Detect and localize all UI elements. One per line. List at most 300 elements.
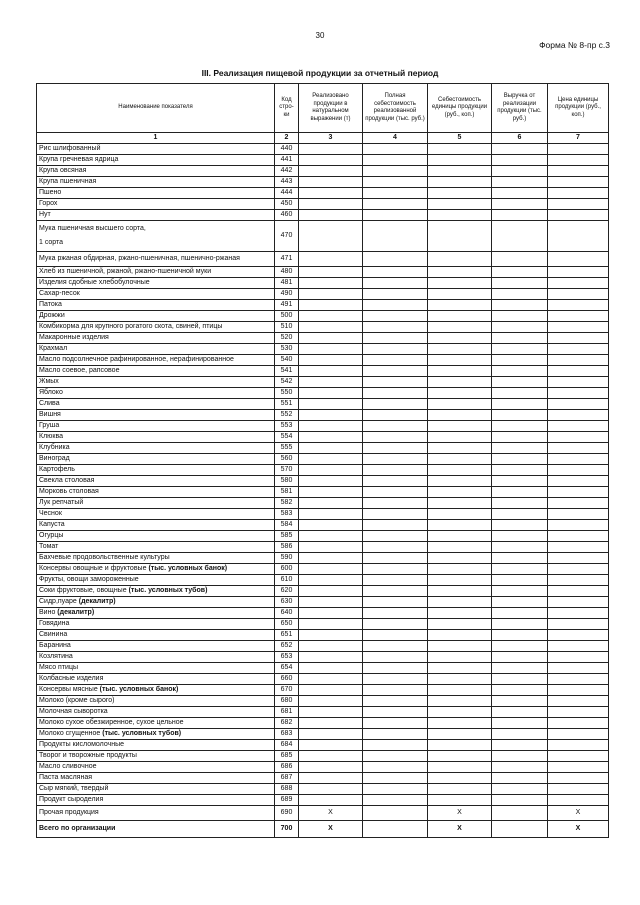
value-cell[interactable]	[548, 740, 609, 751]
value-cell[interactable]	[492, 751, 548, 762]
value-cell[interactable]	[492, 586, 548, 597]
value-cell[interactable]	[492, 663, 548, 674]
value-cell[interactable]	[492, 300, 548, 311]
value-cell[interactable]	[492, 252, 548, 267]
value-cell[interactable]	[492, 509, 548, 520]
value-cell[interactable]	[428, 410, 492, 421]
value-cell[interactable]	[299, 762, 363, 773]
value-cell[interactable]	[548, 322, 609, 333]
value-cell[interactable]	[299, 421, 363, 432]
value-cell[interactable]	[492, 344, 548, 355]
value-cell[interactable]	[428, 553, 492, 564]
value-cell[interactable]	[548, 531, 609, 542]
value-cell[interactable]	[492, 377, 548, 388]
value-cell[interactable]	[299, 564, 363, 575]
value-cell[interactable]	[548, 210, 609, 221]
value-cell[interactable]	[428, 421, 492, 432]
value-cell[interactable]	[363, 155, 428, 166]
value-cell[interactable]	[299, 751, 363, 762]
value-cell[interactable]	[299, 377, 363, 388]
value-cell[interactable]	[548, 311, 609, 322]
value-cell[interactable]	[492, 498, 548, 509]
value-cell[interactable]	[548, 751, 609, 762]
value-cell[interactable]	[492, 729, 548, 740]
value-cell[interactable]	[299, 520, 363, 531]
value-cell[interactable]	[492, 311, 548, 322]
value-cell[interactable]	[299, 344, 363, 355]
value-cell[interactable]	[299, 663, 363, 674]
value-cell[interactable]	[428, 155, 492, 166]
value-cell[interactable]	[428, 166, 492, 177]
value-cell[interactable]	[492, 674, 548, 685]
value-cell[interactable]	[428, 663, 492, 674]
value-cell[interactable]	[492, 144, 548, 155]
value-cell[interactable]	[492, 421, 548, 432]
value-cell[interactable]	[492, 188, 548, 199]
value-cell[interactable]	[428, 773, 492, 784]
value-cell[interactable]	[363, 144, 428, 155]
value-cell[interactable]	[548, 542, 609, 553]
value-cell[interactable]: X	[548, 806, 609, 821]
value-cell[interactable]	[299, 311, 363, 322]
value-cell[interactable]	[299, 773, 363, 784]
value-cell[interactable]	[363, 575, 428, 586]
value-cell[interactable]	[363, 509, 428, 520]
value-cell[interactable]	[363, 443, 428, 454]
value-cell[interactable]	[492, 520, 548, 531]
value-cell[interactable]	[428, 311, 492, 322]
value-cell[interactable]	[548, 476, 609, 487]
value-cell[interactable]	[428, 674, 492, 685]
value-cell[interactable]	[428, 333, 492, 344]
value-cell[interactable]	[548, 608, 609, 619]
value-cell[interactable]	[363, 821, 428, 838]
value-cell[interactable]	[299, 210, 363, 221]
value-cell[interactable]	[428, 762, 492, 773]
value-cell[interactable]	[363, 278, 428, 289]
value-cell[interactable]	[299, 531, 363, 542]
value-cell[interactable]	[299, 465, 363, 476]
value-cell[interactable]	[548, 421, 609, 432]
value-cell[interactable]	[548, 707, 609, 718]
value-cell[interactable]	[363, 520, 428, 531]
value-cell[interactable]	[363, 564, 428, 575]
value-cell[interactable]	[299, 355, 363, 366]
value-cell[interactable]	[299, 410, 363, 421]
value-cell[interactable]	[428, 575, 492, 586]
value-cell[interactable]	[363, 553, 428, 564]
value-cell[interactable]	[428, 278, 492, 289]
value-cell[interactable]	[363, 630, 428, 641]
value-cell[interactable]	[548, 597, 609, 608]
value-cell[interactable]	[492, 795, 548, 806]
value-cell[interactable]	[548, 443, 609, 454]
value-cell[interactable]	[492, 432, 548, 443]
value-cell[interactable]	[428, 729, 492, 740]
value-cell[interactable]	[548, 586, 609, 597]
value-cell[interactable]	[363, 740, 428, 751]
value-cell[interactable]	[299, 333, 363, 344]
value-cell[interactable]	[492, 443, 548, 454]
value-cell[interactable]	[363, 718, 428, 729]
value-cell[interactable]	[428, 388, 492, 399]
value-cell[interactable]	[299, 443, 363, 454]
value-cell[interactable]	[492, 454, 548, 465]
value-cell[interactable]	[428, 267, 492, 278]
value-cell[interactable]	[363, 454, 428, 465]
value-cell[interactable]	[492, 166, 548, 177]
value-cell[interactable]	[299, 487, 363, 498]
value-cell[interactable]	[492, 630, 548, 641]
value-cell[interactable]	[363, 377, 428, 388]
value-cell[interactable]	[363, 641, 428, 652]
value-cell[interactable]	[492, 487, 548, 498]
value-cell[interactable]	[492, 762, 548, 773]
value-cell[interactable]	[428, 652, 492, 663]
value-cell[interactable]	[299, 784, 363, 795]
value-cell[interactable]	[299, 608, 363, 619]
value-cell[interactable]	[299, 575, 363, 586]
value-cell[interactable]	[299, 652, 363, 663]
value-cell[interactable]	[363, 542, 428, 553]
value-cell[interactable]	[428, 210, 492, 221]
value-cell[interactable]	[548, 144, 609, 155]
value-cell[interactable]	[428, 355, 492, 366]
value-cell[interactable]	[363, 199, 428, 210]
value-cell[interactable]	[428, 586, 492, 597]
value-cell[interactable]	[363, 487, 428, 498]
value-cell[interactable]	[428, 509, 492, 520]
value-cell[interactable]	[363, 531, 428, 542]
value-cell[interactable]	[299, 388, 363, 399]
value-cell[interactable]	[299, 729, 363, 740]
value-cell[interactable]	[428, 531, 492, 542]
value-cell[interactable]	[428, 564, 492, 575]
value-cell[interactable]	[548, 795, 609, 806]
value-cell[interactable]	[492, 641, 548, 652]
value-cell[interactable]	[492, 333, 548, 344]
value-cell[interactable]	[548, 252, 609, 267]
value-cell[interactable]	[428, 520, 492, 531]
value-cell[interactable]	[428, 476, 492, 487]
value-cell[interactable]	[548, 509, 609, 520]
value-cell[interactable]	[492, 542, 548, 553]
value-cell[interactable]	[492, 652, 548, 663]
value-cell[interactable]	[548, 520, 609, 531]
value-cell[interactable]	[492, 366, 548, 377]
value-cell[interactable]	[363, 432, 428, 443]
value-cell[interactable]	[492, 177, 548, 188]
value-cell[interactable]	[363, 729, 428, 740]
value-cell[interactable]	[428, 454, 492, 465]
value-cell[interactable]	[299, 630, 363, 641]
value-cell[interactable]	[363, 267, 428, 278]
value-cell[interactable]	[299, 740, 363, 751]
value-cell[interactable]	[428, 707, 492, 718]
value-cell[interactable]	[299, 199, 363, 210]
value-cell[interactable]	[492, 278, 548, 289]
value-cell[interactable]	[492, 784, 548, 795]
value-cell[interactable]	[428, 498, 492, 509]
value-cell[interactable]	[548, 784, 609, 795]
value-cell[interactable]	[492, 199, 548, 210]
value-cell[interactable]	[548, 221, 609, 252]
value-cell[interactable]	[428, 443, 492, 454]
value-cell[interactable]	[299, 553, 363, 564]
value-cell[interactable]	[492, 355, 548, 366]
value-cell[interactable]	[492, 597, 548, 608]
value-cell[interactable]	[299, 476, 363, 487]
value-cell[interactable]	[492, 553, 548, 564]
value-cell[interactable]	[299, 641, 363, 652]
value-cell[interactable]	[492, 476, 548, 487]
value-cell[interactable]	[548, 155, 609, 166]
value-cell[interactable]	[363, 333, 428, 344]
value-cell[interactable]	[363, 421, 428, 432]
value-cell[interactable]	[548, 729, 609, 740]
value-cell[interactable]	[492, 564, 548, 575]
value-cell[interactable]	[299, 718, 363, 729]
value-cell[interactable]	[363, 707, 428, 718]
value-cell[interactable]	[299, 707, 363, 718]
value-cell[interactable]	[428, 289, 492, 300]
value-cell[interactable]	[492, 696, 548, 707]
value-cell[interactable]	[492, 155, 548, 166]
value-cell[interactable]	[548, 177, 609, 188]
value-cell[interactable]	[363, 221, 428, 252]
value-cell[interactable]	[428, 188, 492, 199]
value-cell[interactable]	[492, 221, 548, 252]
value-cell[interactable]	[548, 487, 609, 498]
value-cell[interactable]	[299, 542, 363, 553]
value-cell[interactable]: X	[299, 806, 363, 821]
value-cell[interactable]	[299, 696, 363, 707]
value-cell[interactable]	[299, 278, 363, 289]
value-cell[interactable]	[363, 586, 428, 597]
value-cell[interactable]	[428, 597, 492, 608]
value-cell[interactable]	[363, 399, 428, 410]
value-cell[interactable]	[492, 267, 548, 278]
value-cell[interactable]	[548, 762, 609, 773]
value-cell[interactable]	[492, 210, 548, 221]
value-cell[interactable]	[548, 652, 609, 663]
value-cell[interactable]	[299, 267, 363, 278]
value-cell[interactable]	[548, 619, 609, 630]
value-cell[interactable]	[363, 773, 428, 784]
value-cell[interactable]	[299, 144, 363, 155]
value-cell[interactable]	[548, 410, 609, 421]
value-cell[interactable]	[428, 465, 492, 476]
value-cell[interactable]: X	[548, 821, 609, 838]
value-cell[interactable]	[428, 718, 492, 729]
value-cell[interactable]	[492, 707, 548, 718]
value-cell[interactable]	[363, 465, 428, 476]
value-cell[interactable]	[428, 542, 492, 553]
value-cell[interactable]	[548, 366, 609, 377]
value-cell[interactable]	[548, 575, 609, 586]
value-cell[interactable]	[428, 641, 492, 652]
value-cell[interactable]	[548, 267, 609, 278]
value-cell[interactable]	[428, 432, 492, 443]
value-cell[interactable]	[492, 399, 548, 410]
value-cell[interactable]	[299, 166, 363, 177]
value-cell[interactable]	[363, 784, 428, 795]
value-cell[interactable]	[548, 432, 609, 443]
value-cell[interactable]	[299, 586, 363, 597]
value-cell[interactable]	[363, 300, 428, 311]
value-cell[interactable]	[548, 333, 609, 344]
value-cell[interactable]	[428, 399, 492, 410]
value-cell[interactable]	[299, 619, 363, 630]
value-cell[interactable]	[299, 252, 363, 267]
value-cell[interactable]	[363, 762, 428, 773]
value-cell[interactable]	[363, 188, 428, 199]
value-cell[interactable]	[492, 608, 548, 619]
value-cell[interactable]	[428, 685, 492, 696]
value-cell[interactable]	[548, 289, 609, 300]
value-cell[interactable]	[548, 718, 609, 729]
value-cell[interactable]	[548, 663, 609, 674]
value-cell[interactable]	[548, 773, 609, 784]
value-cell[interactable]	[548, 377, 609, 388]
value-cell[interactable]	[299, 454, 363, 465]
value-cell[interactable]	[548, 188, 609, 199]
value-cell[interactable]	[363, 210, 428, 221]
value-cell[interactable]	[363, 289, 428, 300]
value-cell[interactable]	[363, 476, 428, 487]
value-cell[interactable]	[363, 685, 428, 696]
value-cell[interactable]	[492, 388, 548, 399]
value-cell[interactable]	[299, 674, 363, 685]
value-cell[interactable]	[363, 355, 428, 366]
value-cell[interactable]	[363, 344, 428, 355]
value-cell[interactable]	[299, 221, 363, 252]
value-cell[interactable]	[299, 188, 363, 199]
value-cell[interactable]	[428, 608, 492, 619]
value-cell[interactable]	[428, 300, 492, 311]
value-cell[interactable]	[299, 155, 363, 166]
value-cell[interactable]	[299, 597, 363, 608]
value-cell[interactable]: X	[428, 821, 492, 838]
value-cell[interactable]	[428, 630, 492, 641]
value-cell[interactable]	[548, 630, 609, 641]
value-cell[interactable]	[492, 531, 548, 542]
value-cell[interactable]	[548, 388, 609, 399]
value-cell[interactable]	[548, 399, 609, 410]
value-cell[interactable]	[363, 597, 428, 608]
value-cell[interactable]	[492, 806, 548, 821]
value-cell[interactable]	[428, 795, 492, 806]
value-cell[interactable]	[363, 751, 428, 762]
value-cell[interactable]	[363, 166, 428, 177]
value-cell[interactable]	[363, 311, 428, 322]
value-cell[interactable]	[548, 278, 609, 289]
value-cell[interactable]	[492, 718, 548, 729]
value-cell[interactable]	[548, 685, 609, 696]
value-cell[interactable]	[428, 221, 492, 252]
value-cell[interactable]	[492, 575, 548, 586]
value-cell[interactable]	[363, 619, 428, 630]
value-cell[interactable]	[363, 795, 428, 806]
value-cell[interactable]	[428, 740, 492, 751]
value-cell[interactable]	[363, 696, 428, 707]
value-cell[interactable]	[492, 740, 548, 751]
value-cell[interactable]	[363, 366, 428, 377]
value-cell[interactable]	[299, 432, 363, 443]
value-cell[interactable]	[363, 806, 428, 821]
value-cell[interactable]	[299, 177, 363, 188]
value-cell[interactable]	[548, 674, 609, 685]
value-cell[interactable]	[363, 608, 428, 619]
value-cell[interactable]: X	[428, 806, 492, 821]
value-cell[interactable]	[548, 498, 609, 509]
value-cell[interactable]	[492, 322, 548, 333]
value-cell[interactable]	[299, 289, 363, 300]
value-cell[interactable]	[428, 252, 492, 267]
value-cell[interactable]	[299, 366, 363, 377]
value-cell[interactable]	[363, 410, 428, 421]
value-cell[interactable]	[428, 144, 492, 155]
value-cell[interactable]	[428, 784, 492, 795]
value-cell[interactable]	[363, 674, 428, 685]
value-cell[interactable]	[428, 199, 492, 210]
value-cell[interactable]	[548, 344, 609, 355]
value-cell[interactable]	[492, 685, 548, 696]
value-cell[interactable]	[299, 795, 363, 806]
value-cell[interactable]	[492, 821, 548, 838]
value-cell[interactable]	[492, 773, 548, 784]
value-cell[interactable]	[363, 498, 428, 509]
value-cell[interactable]	[363, 252, 428, 267]
value-cell[interactable]	[492, 289, 548, 300]
value-cell[interactable]	[363, 388, 428, 399]
value-cell[interactable]	[492, 410, 548, 421]
value-cell[interactable]	[428, 619, 492, 630]
value-cell[interactable]	[299, 322, 363, 333]
value-cell[interactable]	[428, 487, 492, 498]
value-cell[interactable]: X	[299, 821, 363, 838]
value-cell[interactable]	[548, 300, 609, 311]
value-cell[interactable]	[299, 399, 363, 410]
value-cell[interactable]	[428, 377, 492, 388]
value-cell[interactable]	[299, 300, 363, 311]
value-cell[interactable]	[299, 509, 363, 520]
value-cell[interactable]	[492, 619, 548, 630]
value-cell[interactable]	[363, 652, 428, 663]
value-cell[interactable]	[548, 454, 609, 465]
value-cell[interactable]	[428, 696, 492, 707]
value-cell[interactable]	[299, 685, 363, 696]
value-cell[interactable]	[299, 498, 363, 509]
value-cell[interactable]	[428, 751, 492, 762]
value-cell[interactable]	[363, 322, 428, 333]
value-cell[interactable]	[548, 696, 609, 707]
value-cell[interactable]	[548, 355, 609, 366]
value-cell[interactable]	[548, 641, 609, 652]
value-cell[interactable]	[428, 177, 492, 188]
value-cell[interactable]	[428, 366, 492, 377]
value-cell[interactable]	[548, 199, 609, 210]
value-cell[interactable]	[363, 663, 428, 674]
value-cell[interactable]	[428, 344, 492, 355]
value-cell[interactable]	[548, 564, 609, 575]
value-cell[interactable]	[548, 553, 609, 564]
value-cell[interactable]	[363, 177, 428, 188]
value-cell[interactable]	[548, 166, 609, 177]
value-cell[interactable]	[492, 465, 548, 476]
value-cell[interactable]	[548, 465, 609, 476]
value-cell[interactable]	[428, 322, 492, 333]
